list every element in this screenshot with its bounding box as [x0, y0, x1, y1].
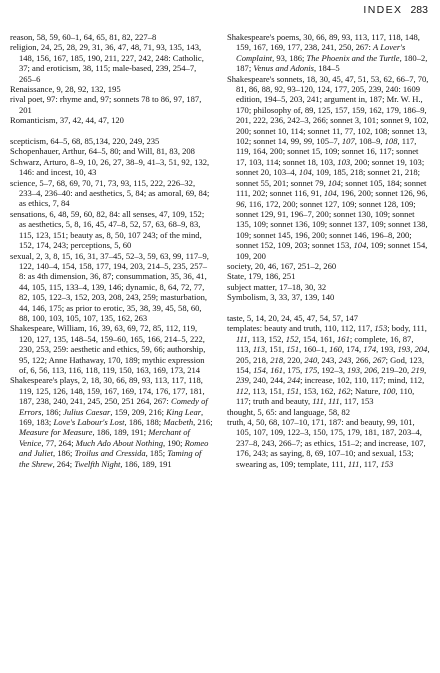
index-entry: religion, 24, 25, 28, 29, 31, 36, 47, 48, 71, 93, 135, 143, 148, 156, 167, 185, 190, 211, 227, 242, 248: Catholic, 37; and eroticism, 38, 115; male-based, 239, 254–7, 265–6 [10, 42, 204, 84]
index-entry: Shakespeare's poems, 30, 66, 89, 93, 113, 117, 118, 148, 159, 167, 169, 177, 238, 241, 250, 267: A Lover's Complaint, 93, 186; The Phoenix and the Turtle, 180–2, 187; Venus and Adonis, 184–5 [227, 32, 428, 74]
index-entry: State, 179, 186, 251 [227, 271, 296, 282]
index-letter-gap [227, 303, 430, 313]
index-entry: Shakespeare's sonnets, 18, 30, 45, 47, 51, 53, 62, 66–7, 70, 81, 86, 88, 92, 93–120, 124, 177, 205, 239, 240: 1609 edition, 194–5, 203, 241; argument in, 187; Mr. W. H., 170; philosophy of, 89, 125, 157, 159, 162, 179, 186–9, 201, 222, 236, 242–3, 266; sonnet 3, 101; sonnet 9, 102, 200; sonnet 10, 114; sonnet 11, 77, 102, 108; sonnet 13, 102; sonnet 14, 99, 99, 105–7, 107, 108–9, 108, 117, 119, 164, 200; sonnet 15, 109; sonnet 16, 117; sonnet 17, 103, 114; sonnet 18, 103, 103, 200; sonnet 19, 103; sonnet 20, 103–4, 104, 109, 185, 218; sonnet 21, 218; sonnet 55, 201; sonnet 79, 104; sonnet 105, 184; sonnet 111, 202; sonnet 116, 91, 104, 196, 200; sonnet 126, 96, 96, 116, 172, 200; sonnet 127, 109; sonnet 128, 109; sonnet 129, 91, 196–7, 200; sonnet 130, 109; sonnet 135, 109; sonnet 136, 109; sonnet 137, 109; sonnet 138, 109; sonnet 145, 196, 200; sonnet 146, 196–8, 200; sonnet 152, 109, 203; sonnet 153, 104, 109; sonnet 154, 109, 200 [227, 73, 429, 261]
index-column-left [10, 32, 213, 668]
index-entry: Shakespeare, William, 16, 39, 63, 69, 72, 85, 112, 119, 120, 127, 135, 148–54, 159–60, 165, 166, 214–5, 222, 230, 253, 259: aesthetic and ethics, 59, 66; authorship, 95, 122; Anne Hathaway, 170, 189; mythic expression of, 6, 56, 113, 116, 118, 119, 150, 163, 169, 173, 214 [10, 323, 206, 375]
index-entry: Schwarz, Arturo, 8–9, 10, 26, 27, 38–9, 41–3, 51, 92, 132, 146: and incest, 10, 43 [10, 156, 210, 178]
index-entry: Schopenhauer, Arthur, 64–5, 80; and Will, 81, 83, 208 [10, 146, 195, 157]
index-entry: subject matter, 17–18, 30, 32 [227, 281, 327, 292]
index-entry: sensations, 6, 48, 59, 60, 82, 84: all senses, 47, 109, 152; as aesthetics, 5, 8, 16, 45, 47–8, 52, 57, 63, 68–9, 83, 115, 123, 151; beauty as, 8, 50, 107 243; of the mind, 152, 174, 243; perceptions, 5, 60 [10, 208, 205, 251]
running-title: INDEX [363, 4, 403, 16]
index-entry: Renaissance, 9, 28, 92, 132, 195 [10, 84, 121, 95]
index-entry: rival poet, 97: rhyme and, 97; sonnets 78 to 86, 97, 187, 201 [10, 94, 202, 115]
index-column-right [227, 32, 430, 668]
index-entry: Shakespeare's plays, 2, 18, 30, 66, 89, 93, 113, 117, 118, 119, 125, 126, 148, 159, 167, 169, 174, 176, 177, 181, 187, 238, 240, 241, 245, 250, 251 264, 267: Comedy of Errors, 186; Julius Caesar, 159, 209, 216; King Lear, 169, 183; Love's Labour's Lost, 186, 188; Macbeth, 216; Measure for Measure, 186, 189, 191; Merchant of Venice, 77, 264; Much Ado About Nothing, 190; Romeo and Juliet, 186; Troilus and Cressida, 185; Taming of the Shrew, 264; Twelfth Night, 186, 189, 191 [10, 375, 213, 469]
index-columns [10, 32, 430, 668]
index-entry: taste, 5, 14, 20, 24, 45, 47, 54, 57, 147 [227, 312, 359, 323]
index-entry: templates: beauty and truth, 110, 112, 117, 153; body, 111, 111, 113, 152, 152, 154, 161, 161; complete, 16, 87, 113, 113, 151, 151, 160–1, 160, 174, 174, 193, 193, 204, 205, 218, 218, 220, 240, 243, 243, 266, 267; God, 123, 154, 154, 161, 175, 175, 192–3, 193, 206, 219–20, 219, 239, 240, 244, 244; increase, 102, 110, 117; mind, 112, 112, 113, 151, 151, 153, 162, 162; Nature, 100, 110, 117; truth and beauty, 111, 111, 117, 153 [227, 323, 430, 407]
index-entry: sexual, 2, 3, 8, 15, 16, 31, 37–45, 52–3, 59, 63, 99, 117–9, 122, 140–4, 154, 158, 177, 194, 203, 214–5, 235, 257–8: as 4th dimension, 36, 87; consummation, 35, 36, 41, 44, 105, 115, 133–4, 139, 146; dynamic, 8, 64, 72, 77, 82, 105, 122–3, 152, 203, 208, 243, 259; masturbation, 44, 146, 175; as prior to erotic, 35, 38, 39, 45, 58, 60, 88, 100, 103, 105, 107, 135, 162, 263 [10, 250, 209, 323]
index-entry: Symbolism, 3, 33, 37, 139, 140 [227, 292, 335, 303]
index-entry: society, 20, 46, 167, 251–2, 260 [227, 260, 337, 271]
index-entry: thought, 5, 65: and language, 58, 82 [227, 406, 350, 417]
index-entry: scepticism, 64–5, 68, 85,134, 220, 249, 235 [10, 136, 160, 147]
index-entry: Romanticism, 37, 42, 44, 47, 120 [10, 115, 124, 126]
index-entry: reason, 58, 59, 60–1, 64, 65, 81, 82, 227–8 [10, 32, 157, 42]
index-entry: science, 5–7, 68, 69, 70, 71, 73, 93, 115, 222, 226–32, 233–4, 236–40: and aesthetics, 5, 84; as amoral, 69, 84; as ethics, 7, 84 [10, 177, 210, 209]
page-number: 283 [410, 4, 428, 16]
index-entry: truth, 4, 50, 68, 107–10, 171, 187: and beauty, 99, 101, 105, 107, 109, 122–3, 150, 175, 179, 181, 187, 203–4, 237–8, 243, 266–7; as ethics, 151–2; and increase, 107, 176, 243; as saying, 8, 69, 107–10; and sexual, 153; swearing as, 109; template, 111, 111, 117, 153 [227, 417, 426, 469]
index-letter-gap [10, 126, 213, 136]
page-header [363, 4, 428, 22]
